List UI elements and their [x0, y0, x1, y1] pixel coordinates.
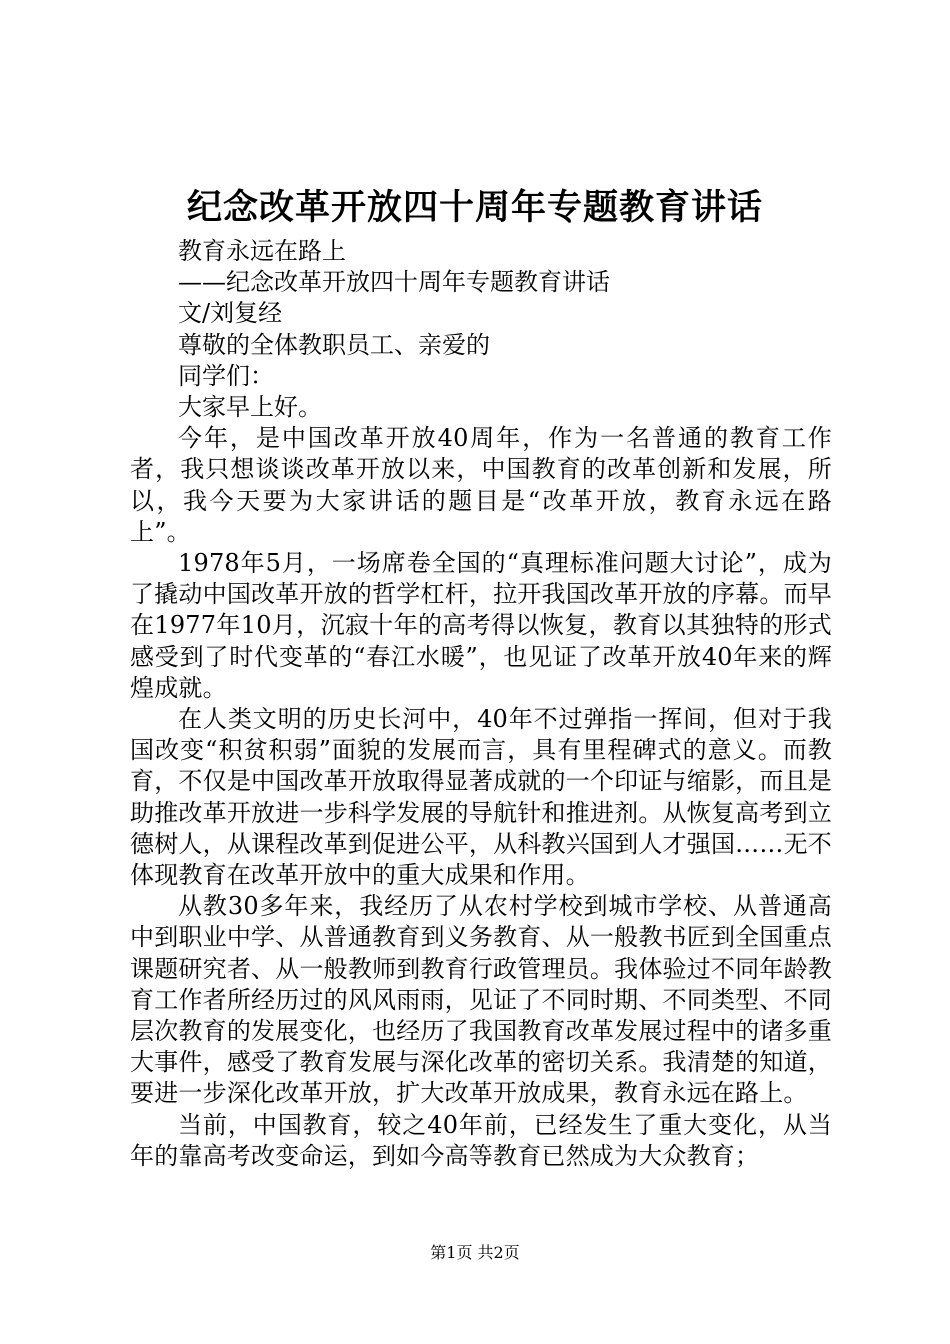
document-body: [130, 236, 832, 1172]
body-paragraph: 1978年5月，一场席卷全国的“真理标准问题大讨论”，成为了撬动中国改革开放的哲学杠杆，拉开我国改革开放的序幕。而早在1977年10月，沉寂十年的高考得以恢复，教育以其独特的形式感受到了时代变革的“春江水暖”，也见证了改革开放40年来的辉煌成就。: [130, 549, 832, 702]
greeting-line: 大家早上好。: [178, 393, 322, 422]
body-paragraph: 当前，中国教育，较之40年前，已经发生了重大变化，从当年的靠高考改变命运，到如今高等教育已然成为大众教育；: [130, 1110, 832, 1170]
body-paragraph: 在人类文明的历史长河中，40年不过弹指一挥间，但对于我国改变“积贫积弱”面貌的发展而言，具有里程碑式的意义。而教育，不仅是中国改革开放取得显著成就的一个印证与缩影，而且是助推改革开放进一步科学发展的导航针和推进剂。从恢复高考到立德树人，从课程改革到促进公平，从科教兴国到人才强国……无不体现教育在改革开放中的重大成果和作用。: [130, 705, 832, 890]
body-paragraph: 今年，是中国改革开放40周年，作为一名普通的教育工作者，我只想谈谈改革开放以来，中国教育的改革创新和发展，所以，我今天要为大家讲话的题目是“改革开放，教育永远在路上”。: [130, 424, 832, 546]
body-paragraph: 从教30多年来，我经历了从农村学校到城市学校、从普通高中到职业中学、从普通教育到义务教育、从一般教书匠到全国重点课题研究者、从一般教师到教育行政管理员。我体验过不同年龄教育工作者所经历过的风风雨雨，见证了不同时期、不同类型、不同层次教育的发展变化，也经历了我国教育改革发展过程中的诸多重大事件，感受了教育发展与深化改革的密切关系。我清楚的知道，要进一步深化改革开放，扩大改革开放成果，教育永远在路上。: [130, 892, 832, 1108]
document-title: 纪念改革开放四十周年专题教育讲话: [186, 187, 763, 228]
salutation-continuation: 同学们：: [178, 361, 274, 390]
page-footer: 第1页 共2页: [430, 1243, 520, 1262]
subtitle-dash-line: ——纪念改革开放四十周年专题教育讲话: [178, 268, 610, 297]
salutation-line: 尊敬的全体教职员工、亲爱的: [178, 330, 490, 359]
subtitle-line: 教育永远在路上: [178, 237, 346, 265]
author-line: 文/刘复经: [178, 299, 283, 328]
